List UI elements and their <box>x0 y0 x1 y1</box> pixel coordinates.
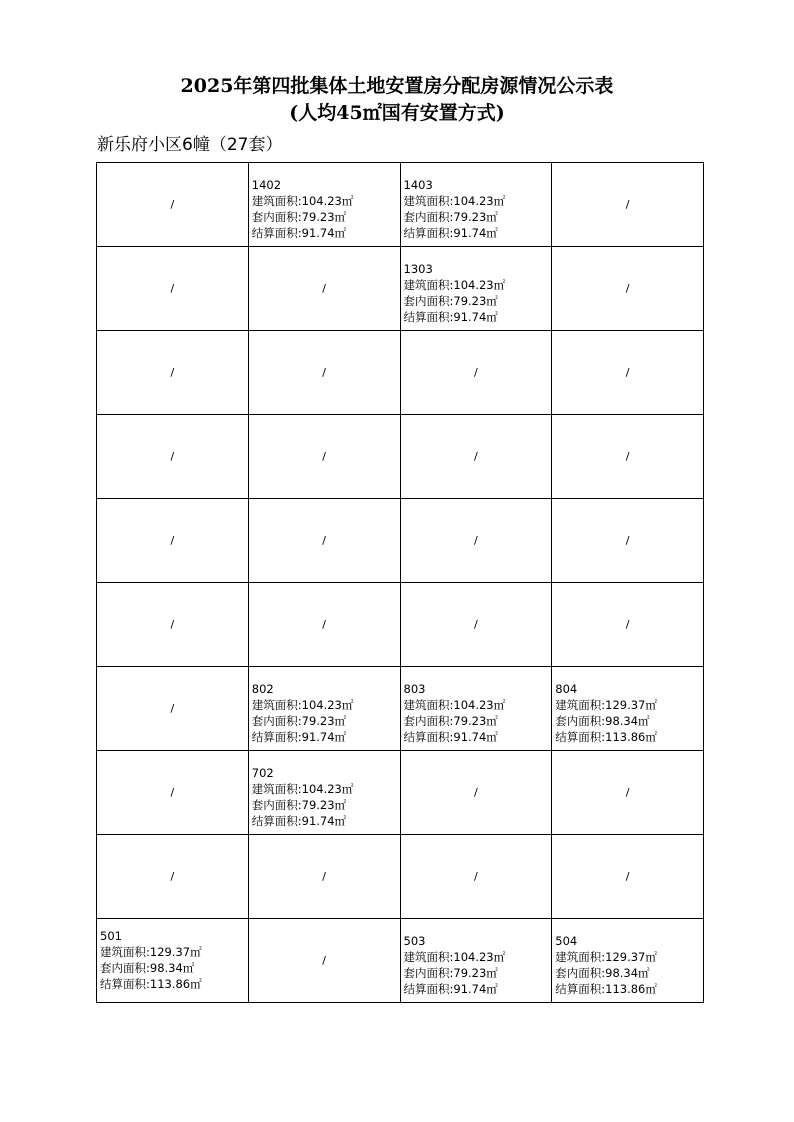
gross-area: 建筑面积:129.37㎡ <box>555 698 657 712</box>
unit-cell <box>97 415 249 499</box>
inner-area: 套内面积:79.23㎡ <box>251 210 347 224</box>
housing-allocation-table <box>96 162 704 1003</box>
unit-number: 1303 <box>403 262 433 276</box>
gross-area: 建筑面积:129.37㎡ <box>555 950 657 964</box>
gross-area: 建筑面积:104.23㎡ <box>403 278 506 292</box>
empty-marker: / <box>322 617 326 631</box>
unit-info <box>252 681 398 745</box>
unit-cell <box>97 919 249 1003</box>
inner-area: 套内面积:98.34㎡ <box>555 714 650 728</box>
inner-area: 套内面积:79.23㎡ <box>403 294 498 308</box>
unit-info <box>252 177 398 241</box>
inner-area: 套内面积:79.23㎡ <box>251 714 347 728</box>
unit-cell <box>97 163 249 247</box>
empty-marker: / <box>625 281 630 295</box>
table-row <box>97 247 704 331</box>
settlement-area: 结算面积:91.74㎡ <box>403 226 498 240</box>
unit-cell <box>552 751 704 835</box>
unit-cell <box>248 163 400 247</box>
inner-area: 套内面积:79.23㎡ <box>251 798 347 812</box>
table-row <box>97 919 704 1003</box>
empty-marker: / <box>170 785 175 799</box>
unit-cell <box>248 835 400 919</box>
unit-number: 802 <box>251 682 274 696</box>
unit-info <box>404 177 550 241</box>
empty-marker: / <box>625 785 630 799</box>
empty-marker: / <box>625 197 630 211</box>
unit-cell <box>248 919 400 1003</box>
unit-cell <box>552 331 704 415</box>
empty-marker: / <box>625 449 630 463</box>
unit-info <box>404 933 550 997</box>
empty-marker: / <box>474 869 478 883</box>
empty-marker: / <box>322 449 326 463</box>
unit-cell <box>552 583 704 667</box>
settlement-area: 结算面积:91.74㎡ <box>403 310 498 324</box>
empty-marker: / <box>170 197 175 211</box>
unit-number: 1403 <box>403 178 433 192</box>
unit-cell <box>552 667 704 751</box>
unit-cell <box>97 247 249 331</box>
empty-marker: / <box>322 869 326 883</box>
unit-cell <box>97 499 249 583</box>
table-row <box>97 583 704 667</box>
unit-cell <box>248 499 400 583</box>
table-row <box>97 751 704 835</box>
unit-info <box>404 261 550 325</box>
empty-marker: / <box>170 869 175 883</box>
unit-cell <box>400 751 552 835</box>
settlement-area: 结算面积:91.74㎡ <box>251 730 347 744</box>
settlement-area: 结算面积:91.74㎡ <box>251 814 347 828</box>
empty-marker: / <box>170 449 175 463</box>
unit-cell <box>552 919 704 1003</box>
unit-cell <box>248 247 400 331</box>
unit-cell <box>97 667 249 751</box>
unit-number: 1402 <box>251 178 282 192</box>
table-row <box>97 163 704 247</box>
empty-marker: / <box>474 785 478 799</box>
unit-cell <box>400 583 552 667</box>
table-row <box>97 667 704 751</box>
unit-number: 702 <box>251 766 274 780</box>
unit-cell <box>400 415 552 499</box>
empty-marker: / <box>625 533 630 547</box>
unit-cell <box>248 331 400 415</box>
empty-marker: / <box>170 533 175 547</box>
gross-area: 建筑面积:104.23㎡ <box>251 194 354 208</box>
empty-marker: / <box>625 617 630 631</box>
gross-area: 建筑面积:104.23㎡ <box>403 950 506 964</box>
inner-area: 套内面积:79.23㎡ <box>403 966 498 980</box>
unit-cell <box>400 331 552 415</box>
unit-number: 501 <box>100 929 122 943</box>
gross-area: 建筑面积:104.23㎡ <box>251 782 354 796</box>
unit-info <box>100 928 246 992</box>
unit-number: 503 <box>403 934 426 948</box>
unit-cell <box>552 499 704 583</box>
document-subtitle: (人均45㎡国有安置方式) <box>289 102 505 124</box>
unit-cell <box>552 247 704 331</box>
gross-area: 建筑面积:104.23㎡ <box>403 698 506 712</box>
unit-cell <box>248 415 400 499</box>
unit-cell <box>97 331 249 415</box>
unit-info <box>555 681 701 745</box>
settlement-area: 结算面积:91.74㎡ <box>403 982 498 996</box>
unit-info <box>404 681 550 745</box>
unit-cell <box>400 163 552 247</box>
empty-marker: / <box>322 281 326 295</box>
empty-marker: / <box>625 869 630 883</box>
unit-cell <box>400 247 552 331</box>
unit-number: 804 <box>555 682 578 696</box>
unit-cell <box>552 835 704 919</box>
empty-marker: / <box>474 449 478 463</box>
gross-area: 建筑面积:104.23㎡ <box>403 194 506 208</box>
inner-area: 套内面积:79.23㎡ <box>403 210 498 224</box>
settlement-area: 结算面积:113.86㎡ <box>555 982 657 996</box>
empty-marker: / <box>322 365 326 379</box>
table-row <box>97 331 704 415</box>
unit-cell <box>248 667 400 751</box>
unit-cell <box>248 751 400 835</box>
unit-info <box>555 933 701 997</box>
empty-marker: / <box>170 701 175 715</box>
unit-cell <box>552 163 704 247</box>
empty-marker: / <box>322 533 326 547</box>
table-row <box>97 835 704 919</box>
empty-marker: / <box>474 617 478 631</box>
unit-cell <box>97 751 249 835</box>
table-row <box>97 415 704 499</box>
unit-number: 803 <box>403 682 426 696</box>
unit-number: 504 <box>555 934 578 948</box>
settlement-area: 结算面积:113.86㎡ <box>555 730 657 744</box>
inner-area: 套内面积:98.34㎡ <box>100 961 195 975</box>
unit-cell <box>248 583 400 667</box>
table-row <box>97 499 704 583</box>
unit-cell <box>97 583 249 667</box>
inner-area: 套内面积:79.23㎡ <box>403 714 498 728</box>
building-heading: 新乐府小区6幢（27套） <box>97 135 283 155</box>
gross-area: 建筑面积:104.23㎡ <box>251 698 354 712</box>
settlement-area: 结算面积:113.86㎡ <box>100 977 202 991</box>
inner-area: 套内面积:98.34㎡ <box>555 966 650 980</box>
unit-cell <box>400 499 552 583</box>
empty-marker: / <box>474 365 478 379</box>
document-title: 2025年第四批集体土地安置房分配房源情况公示表 <box>180 75 614 97</box>
settlement-area: 结算面积:91.74㎡ <box>251 226 347 240</box>
empty-marker: / <box>625 365 630 379</box>
empty-marker: / <box>322 953 326 967</box>
unit-cell <box>552 415 704 499</box>
settlement-area: 结算面积:91.74㎡ <box>403 730 498 744</box>
unit-info <box>252 765 398 829</box>
unit-cell <box>400 667 552 751</box>
empty-marker: / <box>170 281 175 295</box>
unit-cell <box>400 835 552 919</box>
unit-cell <box>97 835 249 919</box>
empty-marker: / <box>170 365 175 379</box>
unit-cell <box>400 919 552 1003</box>
gross-area: 建筑面积:129.37㎡ <box>100 945 202 959</box>
empty-marker: / <box>170 617 175 631</box>
empty-marker: / <box>474 533 478 547</box>
